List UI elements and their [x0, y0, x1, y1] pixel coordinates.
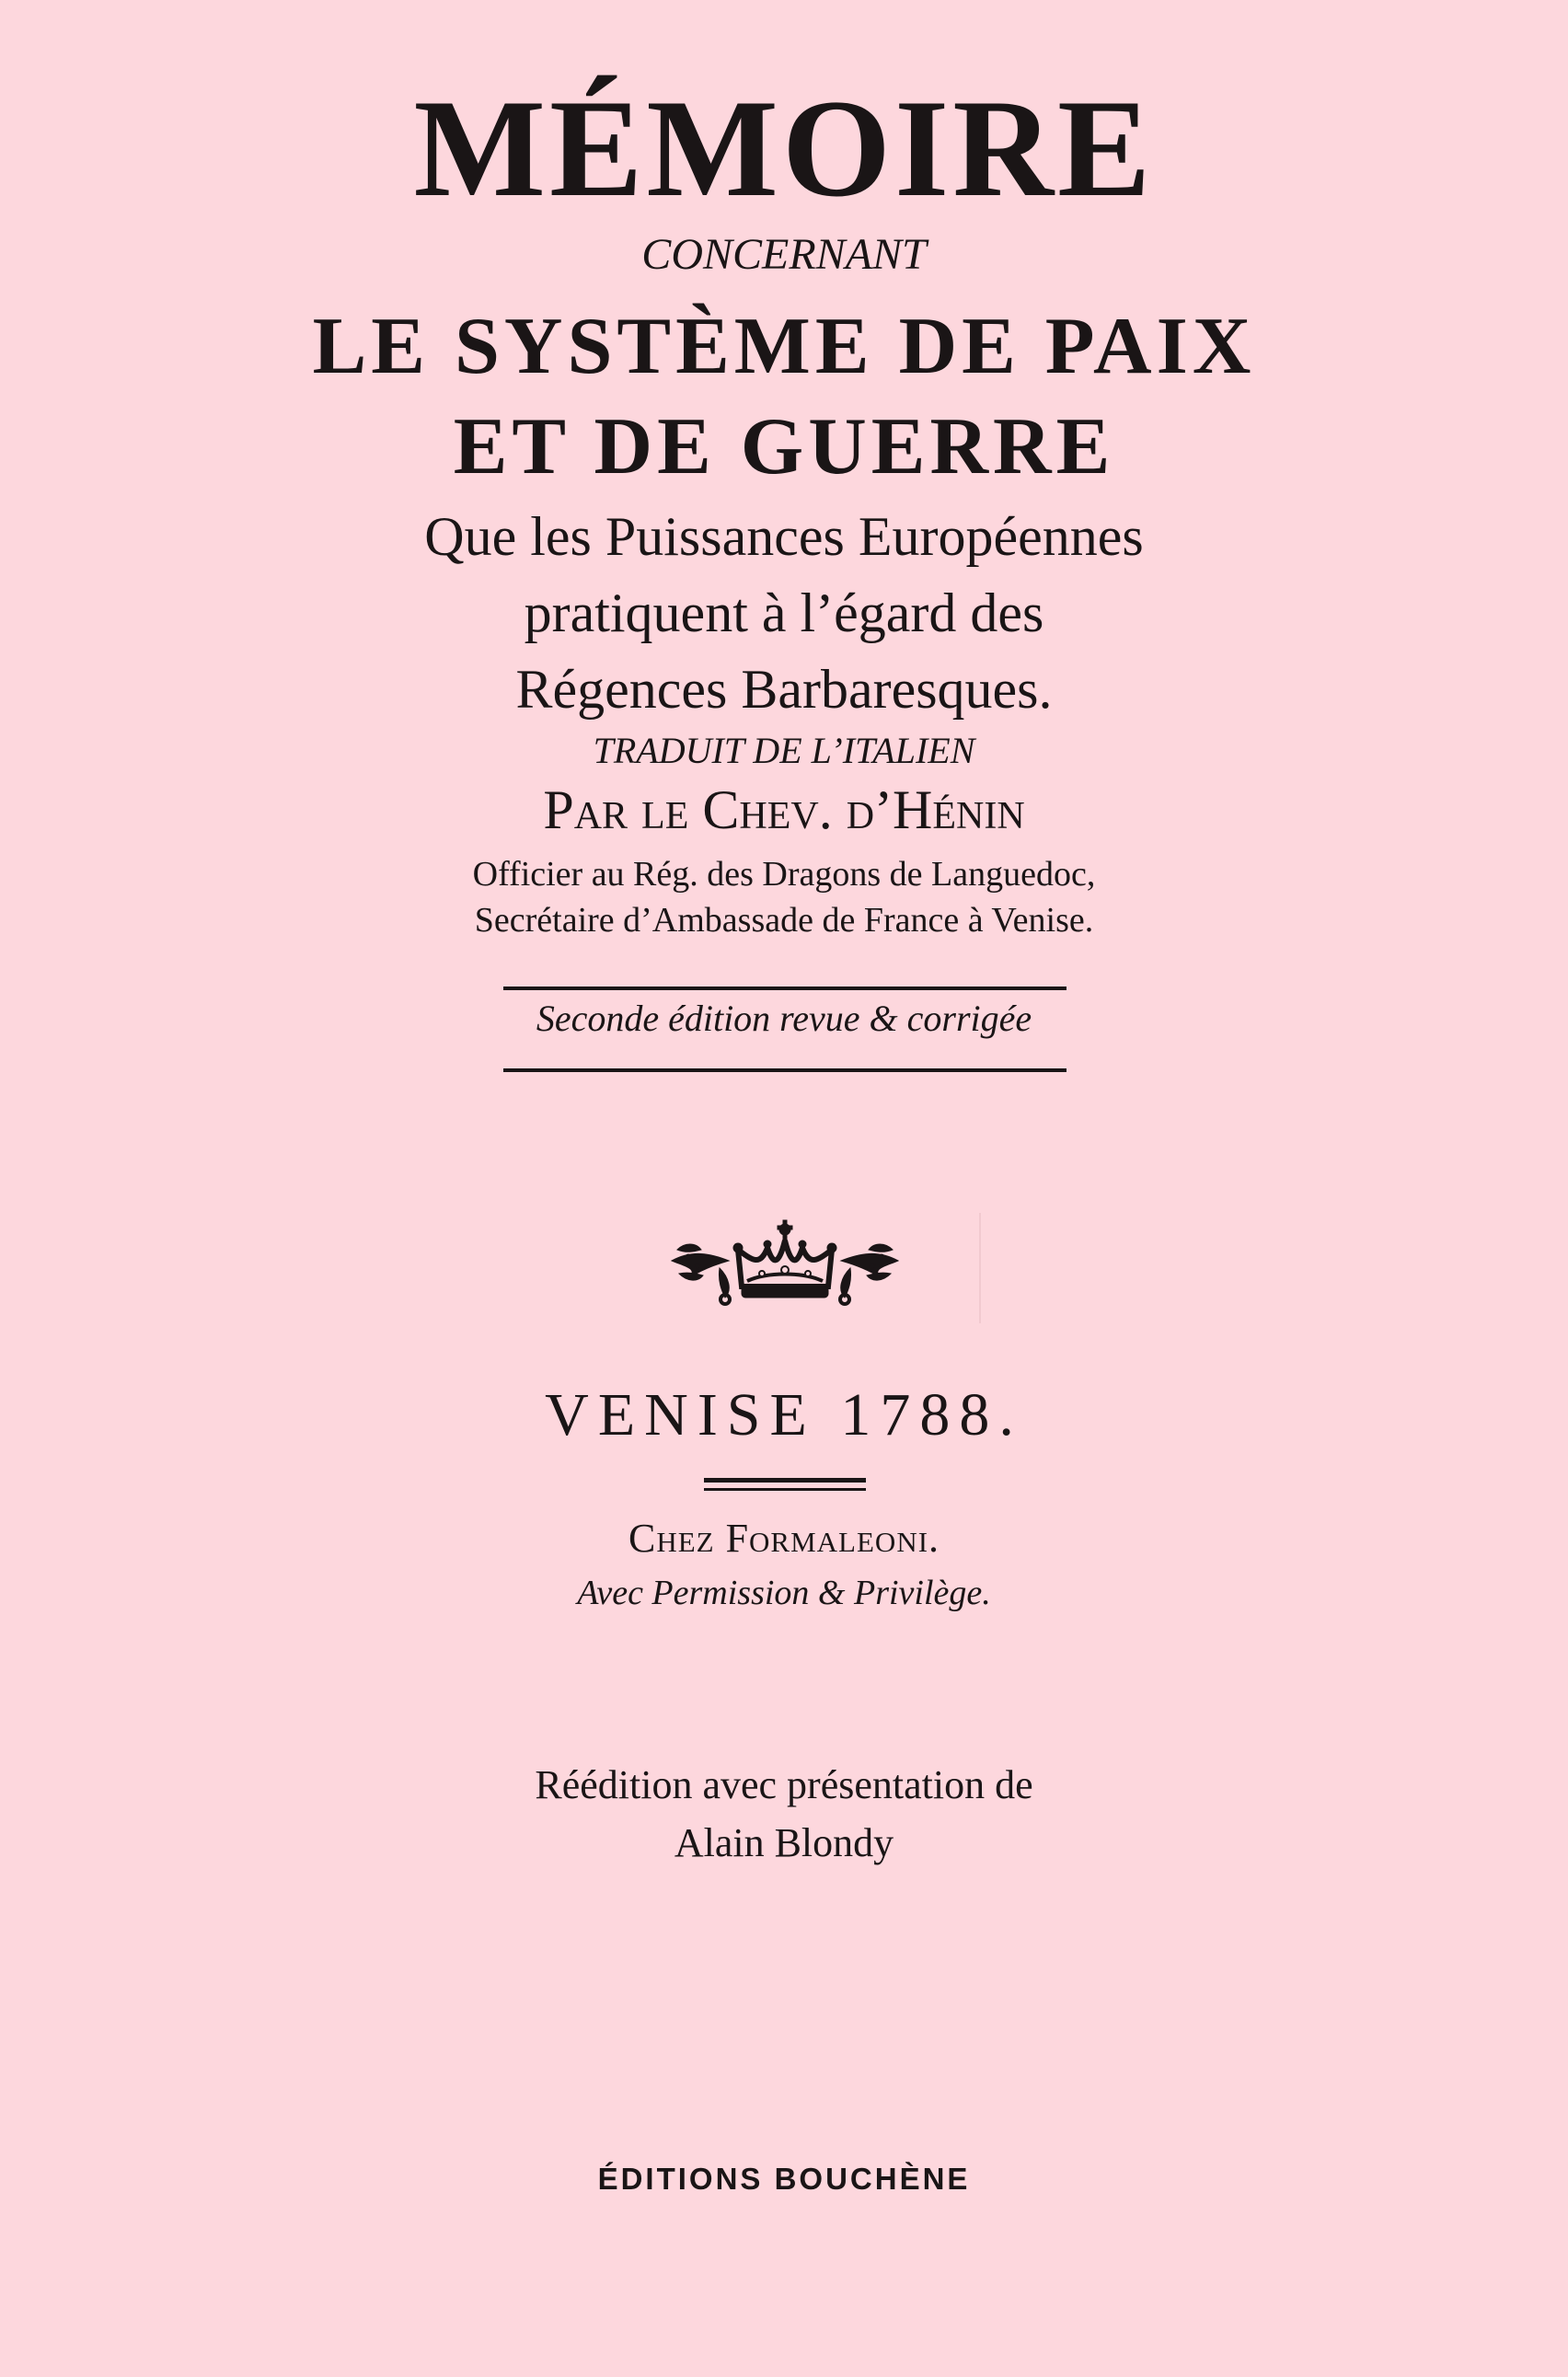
crown-ornament-icon: [664, 1213, 905, 1310]
subtitle-line-2: ET DE GUERRE: [453, 402, 1115, 491]
description-line-3: Régences Barbaresques.: [515, 659, 1053, 720]
place-and-year: VENISE 1788.: [545, 1381, 1023, 1448]
edition-bottom-rule: [503, 1068, 1066, 1072]
reedition-line-1: Réédition avec présentation de: [535, 1762, 1033, 1807]
double-rule-top: [704, 1478, 866, 1483]
translator-title-line-1: Officier au Rég. des Dragons de Languedoc,: [472, 855, 1096, 894]
edition-top-rule: [503, 987, 1066, 990]
printer-name: Chez Formaleoni.: [628, 1516, 940, 1561]
book-title: MÉMOIRE: [413, 71, 1155, 225]
publisher-name: ÉDITIONS BOUCHÈNE: [597, 2162, 971, 2196]
translator-name: Par le Chev. d’Hénin: [543, 779, 1025, 840]
description-line-1: Que les Puissances Européennes: [424, 506, 1144, 567]
double-rule-bottom: [704, 1488, 866, 1491]
edition-note: Seconde édition revue & corrigée: [536, 998, 1032, 1039]
translated-from-label: TRADUIT DE L’ITALIEN: [593, 730, 975, 771]
description-line-2: pratiquent à l’égard des: [524, 583, 1044, 643]
concernant-label: CONCERNANT: [641, 230, 927, 279]
translator-title-line-2: Secrétaire d’Ambassade de France à Venise.: [474, 901, 1094, 940]
subtitle-line-1: LE SYSTÈME DE PAIX: [312, 302, 1256, 391]
permission-note: Avec Permission & Privilège.: [577, 1574, 991, 1612]
faint-mark: [979, 1213, 981, 1323]
reedition-author: Alain Blondy: [674, 1820, 894, 1865]
